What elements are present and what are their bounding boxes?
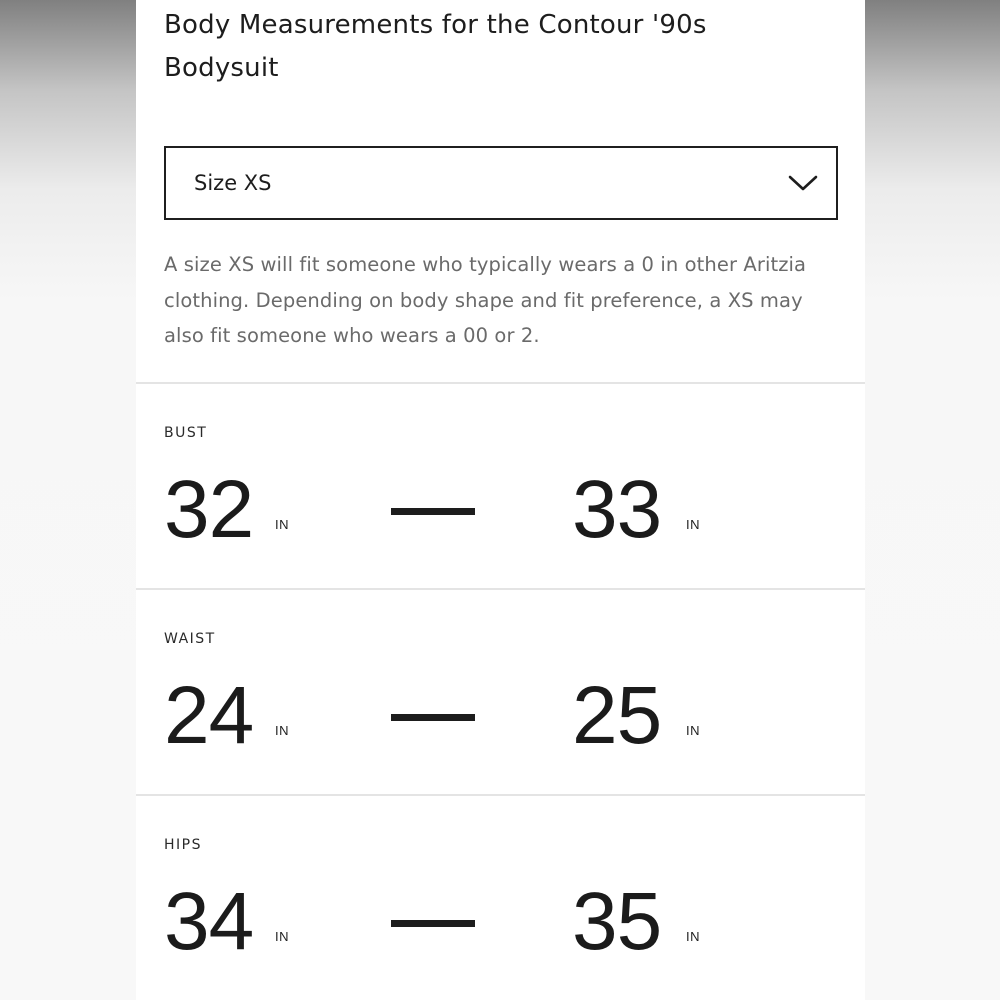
- size-dropdown[interactable]: [164, 146, 838, 220]
- size-dropdown-value: Size XS: [194, 171, 272, 195]
- measurement-max-value: 25: [572, 670, 662, 761]
- measurement-waist: [136, 590, 865, 794]
- measurement-unit: IN: [686, 929, 700, 944]
- measurement-label: HIPS: [164, 837, 202, 853]
- measurement-unit: IN: [275, 517, 289, 532]
- range-dash: [391, 508, 475, 515]
- measurement-hips: [136, 796, 865, 1000]
- range-dash: [391, 920, 475, 927]
- background-left: [0, 0, 136, 1000]
- chevron-down-icon: [788, 172, 818, 194]
- background-right: [864, 0, 1000, 1000]
- measurement-min-value: 34: [164, 876, 254, 967]
- range-dash: [391, 714, 475, 721]
- measurement-unit: IN: [275, 929, 289, 944]
- measurement-max-value: 33: [572, 464, 662, 555]
- measurement-unit: IN: [686, 517, 700, 532]
- page-title: Body Measurements for the Contour '90s Bodysuit: [164, 10, 707, 83]
- measurement-max-value: 35: [572, 876, 662, 967]
- size-guide-panel: [136, 0, 865, 1000]
- size-description: A size XS will fit someone who typically wears a 0 in other Aritzia clothing. Depending on body shape and fit preference, a XS may also fit someone who wears a 00 or 2.: [164, 253, 807, 347]
- measurement-label: BUST: [164, 425, 208, 441]
- measurement-unit: IN: [686, 723, 700, 738]
- measurement-min-value: 32: [164, 464, 254, 555]
- measurement-unit: IN: [275, 723, 289, 738]
- measurement-min-value: 24: [164, 670, 254, 761]
- measurement-label: WAIST: [164, 631, 216, 647]
- measurement-bust: [136, 384, 865, 588]
